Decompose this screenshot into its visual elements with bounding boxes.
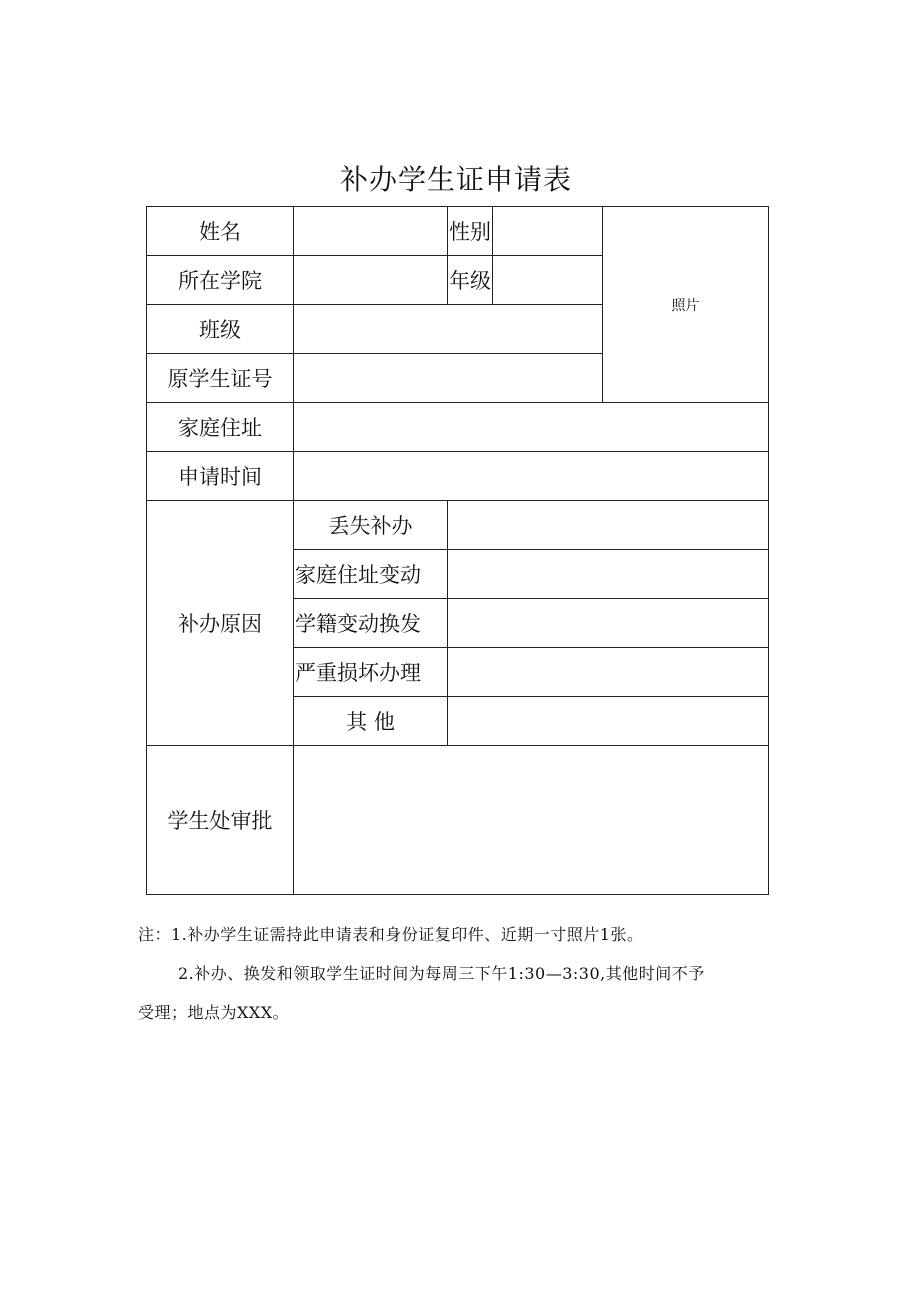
old-student-id-input[interactable] [294,354,603,403]
reason-lost-input[interactable] [448,501,769,550]
old-student-id-label: 原学生证号 [147,354,294,403]
page-title: 补办学生证申请表 [339,163,572,196]
approval-input[interactable] [294,746,769,895]
home-address-label: 家庭住址 [147,403,294,452]
gender-input[interactable] [493,207,603,256]
reason-option-lost: 丢失补办 [294,501,448,550]
grade-input[interactable] [493,256,603,305]
home-address-input[interactable] [294,403,769,452]
reason-other-input[interactable] [448,697,769,746]
reason-label: 补办原因 [147,501,294,746]
reason-damaged-input[interactable] [448,648,769,697]
apply-time-input[interactable] [294,452,769,501]
reason-status-change-input[interactable] [448,599,769,648]
note-line-1: 注：1.补办学生证需持此申请表和身份证复印件、近期一寸照片1张。 [138,925,644,944]
reason-option-damaged: 严重损坏办理 [294,648,448,697]
reason-option-other: 其 他 [294,697,448,746]
class-input[interactable] [294,305,603,354]
reason-option-status-change: 学籍变动换发 [294,599,448,648]
college-label: 所在学院 [147,256,294,305]
photo-box[interactable]: 照片 [603,207,769,403]
notes-section [138,915,778,1032]
approval-label: 学生处审批 [147,746,294,895]
note-line-2: 2.补办、换发和领取学生证时间为每周三下午1:30—3:30,其他时间不予 [178,964,705,983]
reason-address-change-input[interactable] [448,550,769,599]
gender-label: 性别 [448,207,493,256]
name-label: 姓名 [147,207,294,256]
application-form-table [146,206,769,895]
class-label: 班级 [147,305,294,354]
grade-label: 年级 [448,256,493,305]
apply-time-label: 申请时间 [147,452,294,501]
reason-option-address-change: 家庭住址变动 [294,550,448,599]
name-input[interactable] [294,207,448,256]
note-line-3: 受理；地点为XXX。 [138,1003,290,1022]
college-input[interactable] [294,256,448,305]
